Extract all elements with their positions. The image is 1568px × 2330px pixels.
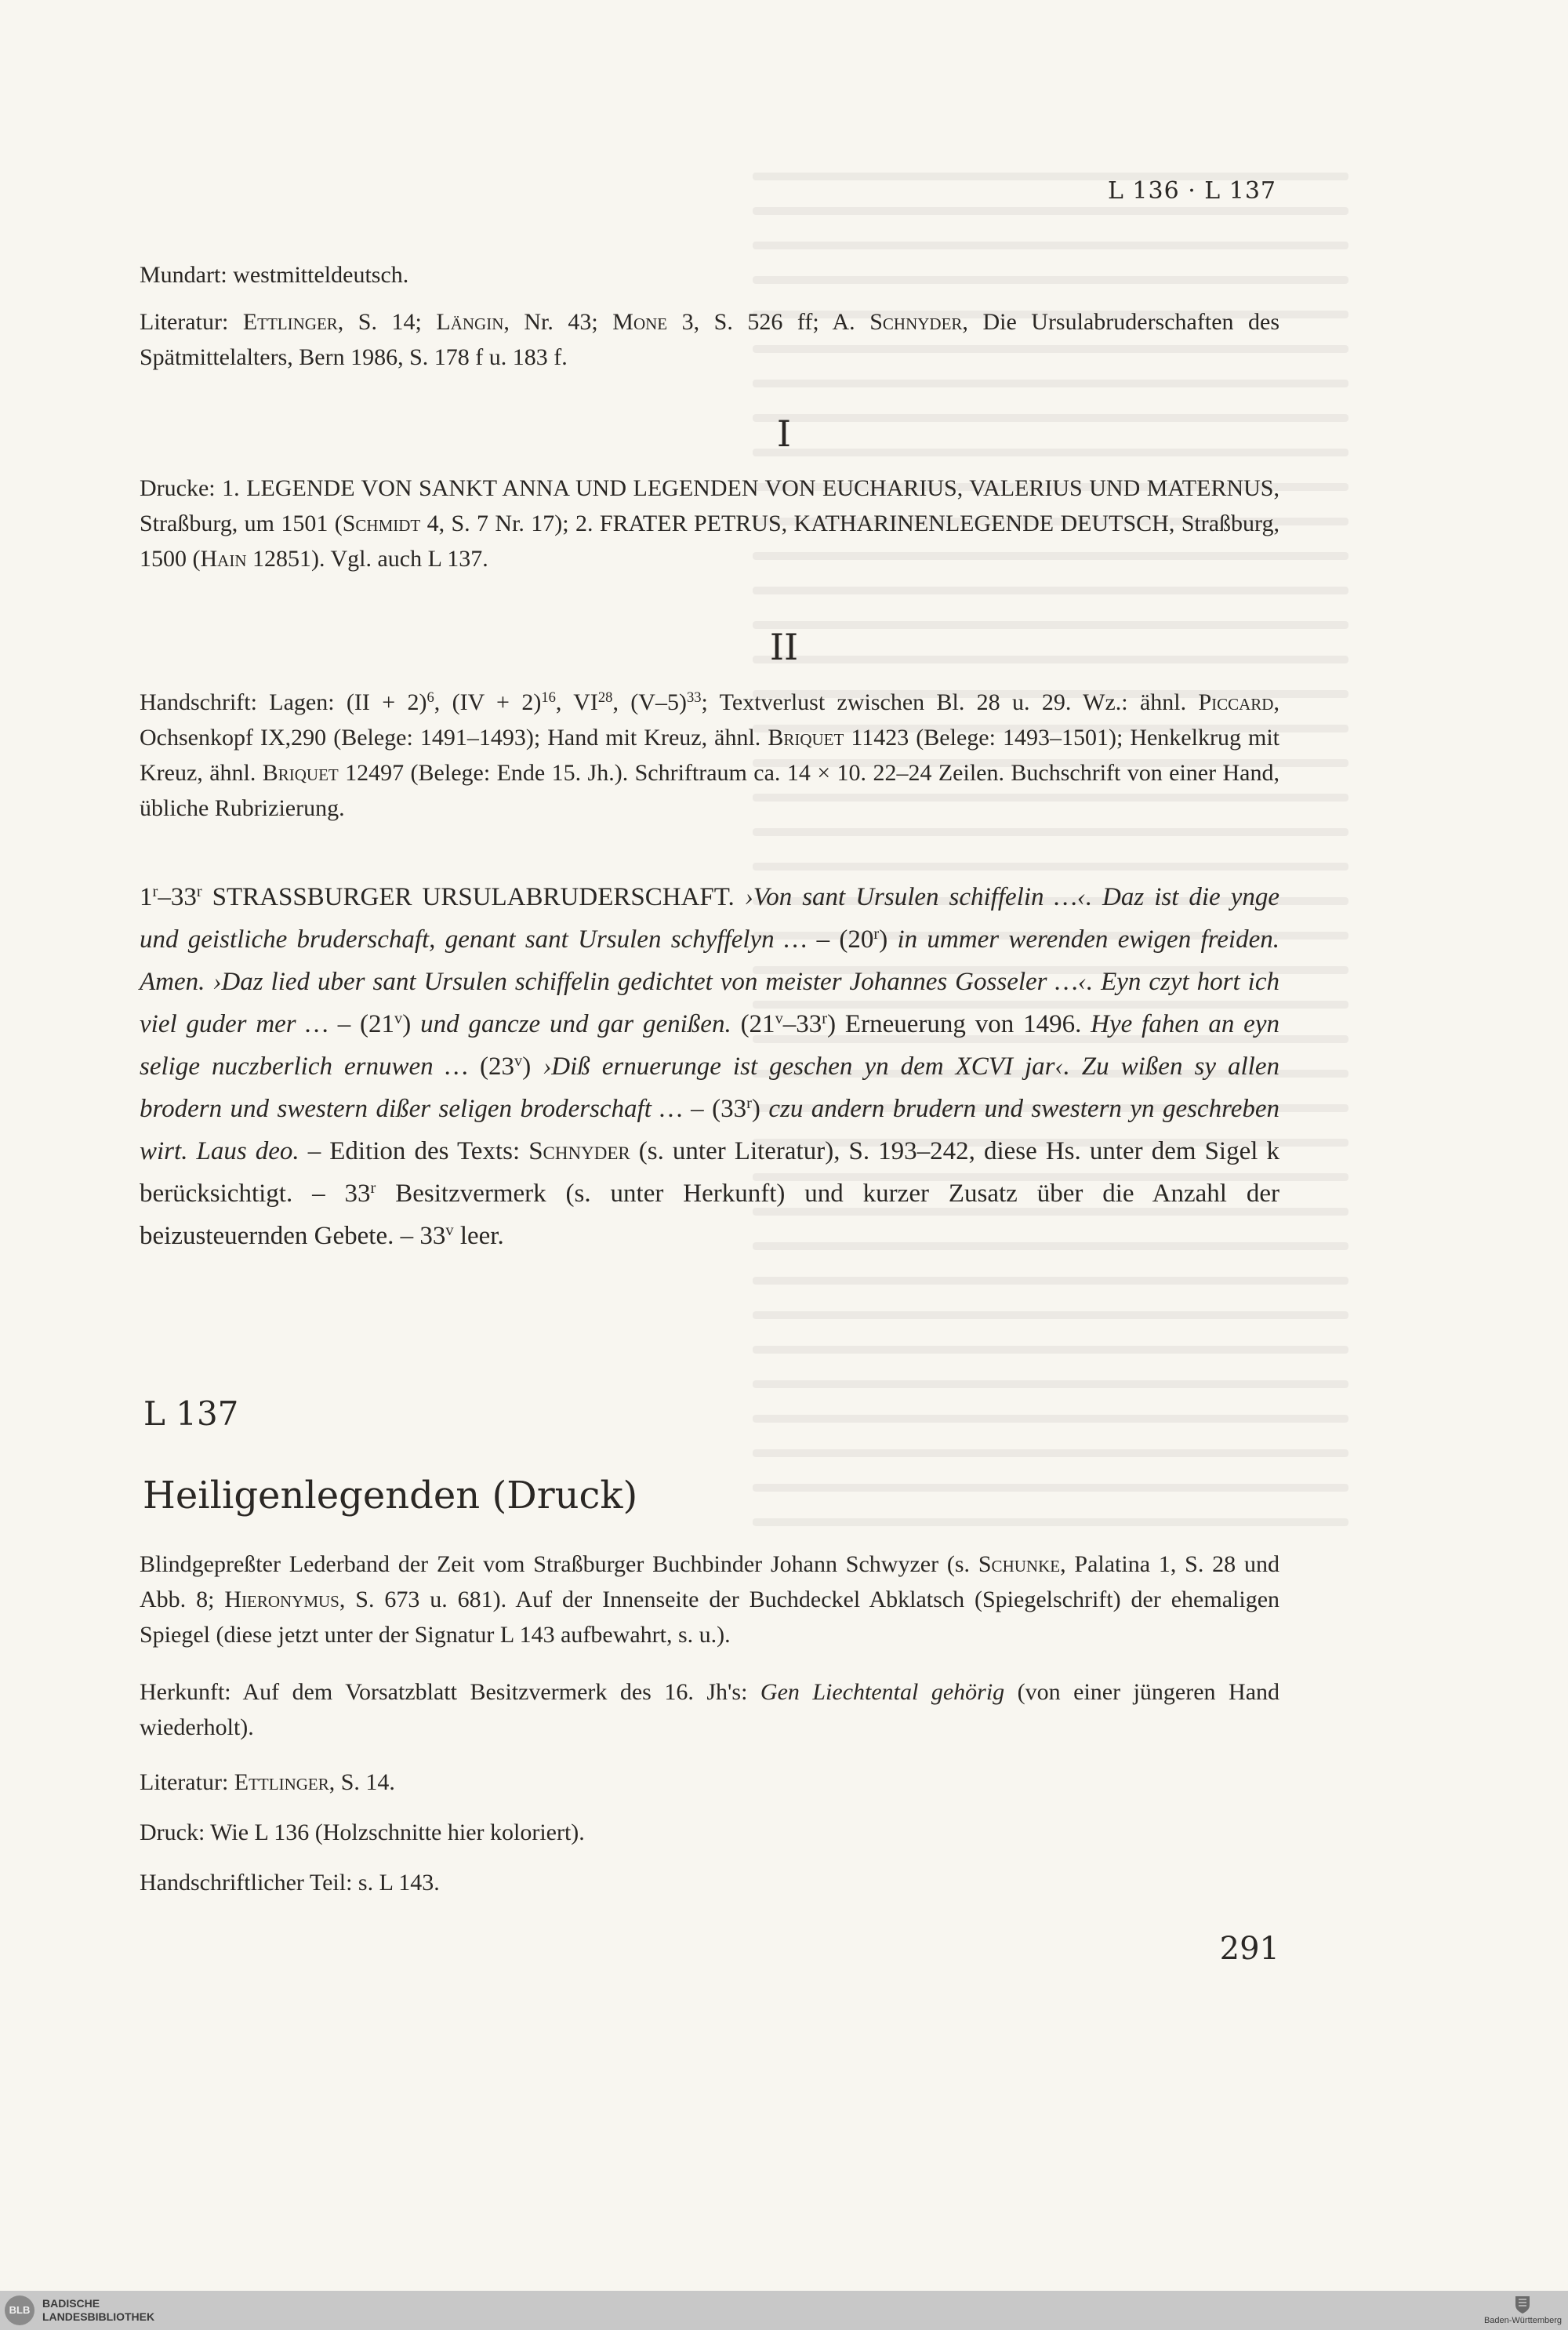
literature-paragraph: Literatur: Ettlinger, S. 14; Längin, Nr. 43; Mone 3, S. 526 ff; A. Schnyder, Die Ursulabruderschaften des Spätmittelalters, Bern 1986, S. 178 f u. 183 f. <box>140 309 1280 370</box>
library-name: BADISCHE LANDESBIBLIOTHEK <box>42 2297 155 2323</box>
author-mone: Mone <box>612 309 668 335</box>
page-number: 291 <box>1219 1931 1279 1967</box>
blb-logo-icon: BLB <box>5 2295 34 2325</box>
ref-hain: Hain <box>200 546 247 572</box>
ref-piccard: Piccard <box>1198 689 1274 715</box>
coat-of-arms-icon <box>1514 2294 1531 2314</box>
author-schnyder: Schnyder <box>869 309 963 335</box>
author-laengin: Längin <box>436 309 504 335</box>
mundart-line: Mundart: westmitteldeutsch. <box>140 262 409 288</box>
print-line: Druck: Wie L 136 (Holzschnitte hier koloriert). <box>140 1819 585 1845</box>
section-numeral-I: I <box>776 413 792 455</box>
binding-paragraph: Blindgepreßter Lederband der Zeit vom Straßburger Buchbinder Johann Schwyzer (s. Schunke, Palatina 1, S. 28 und Abb. 8; Hieronymus, S. 673 u. 681). Auf der Innenseite der Buchdeckel Abklatsch (Spiegelschrift) der ehemaligen Spiegel (diese jetzt unter der Signatur L 143 aufbewahrt, s. u.). <box>140 1551 1280 1648</box>
ref-hieronymus: Hieronymus <box>224 1587 339 1612</box>
author-ettlinger: Ettlinger <box>242 309 338 335</box>
ref-briquet: Briquet <box>262 760 339 786</box>
provenance-paragraph: Herkunft: Auf dem Vorsatzblatt Besitzvermerk des 16. Jh's: Gen Liechtental gehörig (von einer jüngeren Hand wiederholt). <box>140 1679 1280 1740</box>
ref-schnyder: Schnyder <box>528 1137 630 1165</box>
section-numeral-II: II <box>769 626 799 668</box>
manuscript-part-line: Handschriftlicher Teil: s. L 143. <box>140 1870 440 1896</box>
prints-paragraph: Drucke: 1. LEGENDE VON SANKT ANNA UND LEGENDEN VON EUCHARIUS, VALERIUS UND MATERNUS, Straßburg, um 1501 (Schmidt 4, S. 7 Nr. 17); 2. FRATER PETRUS, KATHARINENLEGENDE DEUTSCH, Straßburg, 1500 (Hain 12851). Vgl. auch L 137. <box>140 475 1279 572</box>
manuscript-paragraph: Handschrift: Lagen: (II + 2)$^6$, (IV + 2)$^{16}$, VI$^{28}$, $(V-5)^{33}$; Textverlust zwischen Bl. 28 u. 29. Wz.: ähnl. Piccard, Ochsenkopf IX,290 (Belege: 1491–1493); Hand mit Kreuz, ähnl. Briquet 11423 (Belege: 1493–1501); Henkelkrug mit Kreuz, ähnl. Briquet 12497 (Belege: Ende 15. Jh.). Schriftraum ca. 14 × 10. 22–24 Zeilen. Buchschrift von einer Hand, übliche Rubrizierung. <box>140 689 1279 821</box>
state-logo: Baden-Württemberg <box>1484 2294 1562 2325</box>
content-paragraph: 1$^r$–33$^r$ STRASSBURGER URSULABRUDERSCHAFT. ›Von sant Ursulen schiffelin …‹. Daz ist die ynge und geistliche bruderschaft, genant sant Ursulen schyffelyn … – (20$^r$) in ummer werenden ewigen freiden. Amen. ›Daz lied uber sant Ursulen schiffelin gedichtet von meister Johannes Gosseler …‹. Eyn czyt hort ich viel guder mer … – (21$^v$) und gancze und gar genißen. (21$^v$–33$^r$) Erneuerung von 1496. Hye fahen an eyn selige nuczberlich ernuwen … (23$^v$) ›Diß ernuerunge ist geschen yn dem XCVI jar‹. Zu wißen sy allen brodern und swestern dißer seligen broderschaft … – (33$^r$) czu andern brudern und swestern yn geschreben wirt. Laus deo. – Edition des Texts: Schnyder (s. unter Literatur), S. 193–242, diese Hs. unter dem Sigel k berücksichtigt. – 33$^r$ Besitzvermerk (s. unter Herkunft) und kurzer Zusatz über die Anzahl der beizusteuernden Gebete. – 33$^v$ leer. <box>140 882 1279 1250</box>
author-ettlinger: Ettlinger <box>234 1769 329 1795</box>
entry-number: L 137 <box>143 1394 239 1433</box>
literature-line: Literatur: Ettlinger, S. 14. <box>140 1769 395 1795</box>
ref-schmidt: Schmidt <box>342 511 421 536</box>
library-footer-bar <box>0 2291 1568 2330</box>
ref-schunke: Schunke <box>978 1551 1061 1577</box>
ref-briquet: Briquet <box>768 725 844 751</box>
entry-title: Heiligenlegenden (Druck) <box>143 1474 638 1518</box>
running-head: L 136 · L 137 <box>1107 177 1276 205</box>
